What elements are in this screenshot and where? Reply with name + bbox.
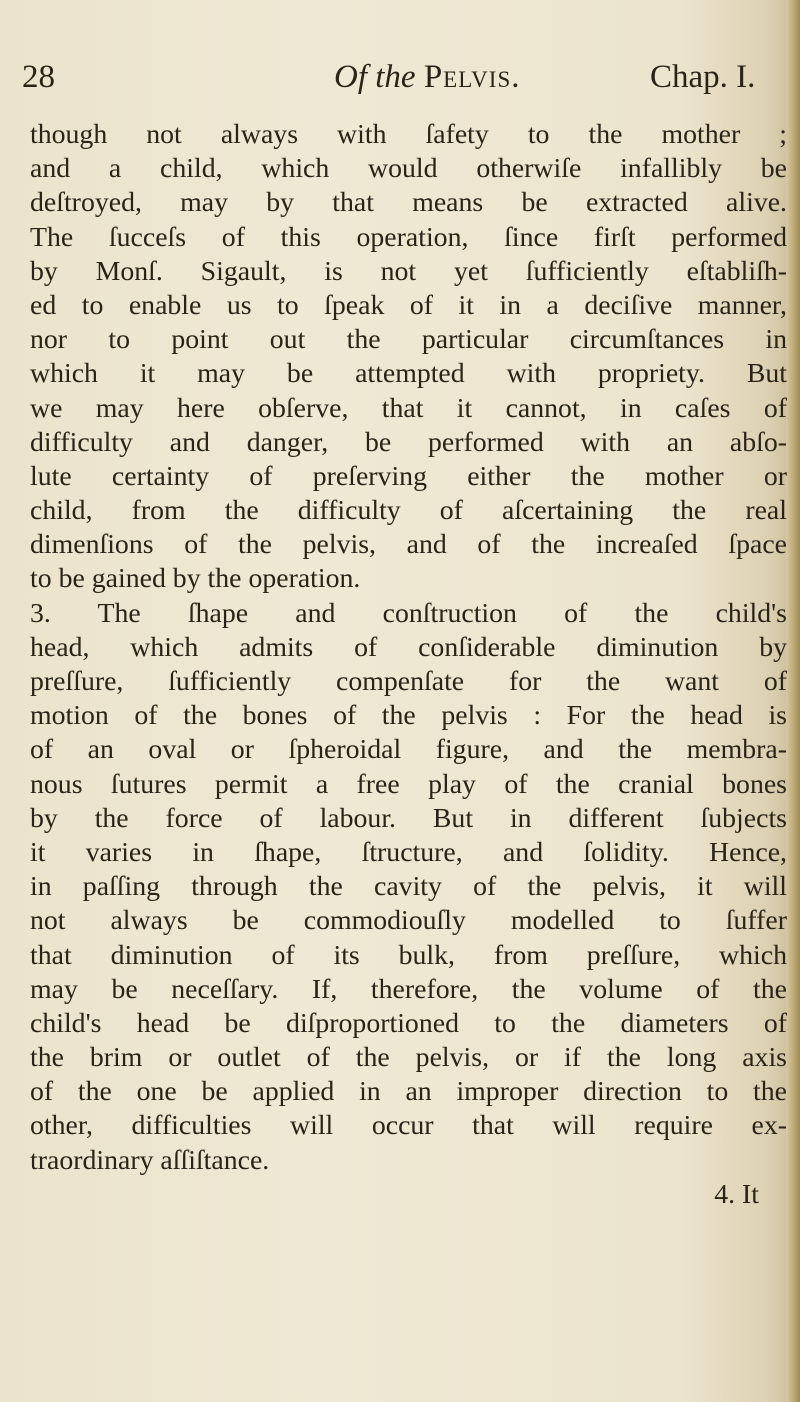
text-line: traordinary aſſiſtance. bbox=[30, 1144, 270, 1176]
text-line: 3. The ſhape and conſtruction of the child's bbox=[30, 597, 787, 629]
text-line: ed to enable us to ſpeak of it in a deciſive manner, bbox=[30, 289, 787, 321]
text-line: by the force of labour. But in different ſubjects bbox=[30, 802, 787, 834]
text-line: by Monſ. Sigault, is not yet ſufficiently eſtabliſh- bbox=[30, 255, 787, 287]
text-line: not always be commodiouſly modelled to ſuffer bbox=[30, 905, 787, 937]
text-line: to be gained by the operation. bbox=[30, 563, 361, 595]
text-line: it varies in ſhape, ſtructure, and ſolidity. Hence, bbox=[30, 836, 787, 868]
text-line: child, from the difficulty of aſcertaining the real bbox=[30, 495, 787, 527]
page-number: 28 bbox=[22, 59, 55, 95]
body-text bbox=[30, 118, 787, 1212]
running-title bbox=[334, 55, 520, 99]
text-line: nous ſutures permit a free play of the cranial bones bbox=[30, 768, 787, 800]
running-title-prefix: Of the bbox=[334, 59, 416, 95]
text-line: we may here obſerve, that it cannot, in caſes of bbox=[30, 392, 787, 424]
text-line: difficulty and danger, be performed with an abſo- bbox=[30, 426, 787, 458]
running-header bbox=[22, 55, 790, 99]
text-line: motion of the bones of the pelvis : For the head is bbox=[30, 700, 787, 732]
text-line: though not always with ſafety to the mother ; bbox=[30, 119, 787, 150]
text-line: preſſure, ſufficiently compenſate for the want of bbox=[30, 666, 787, 697]
text-line: that diminution of its bulk, from preſſure, which bbox=[30, 939, 787, 971]
text-line: may be neceſſary. If, therefore, the volume of the bbox=[30, 973, 787, 1005]
text-line: head, which admits of conſiderable diminution by bbox=[30, 631, 787, 663]
running-title-word: Pelvis. bbox=[423, 59, 521, 95]
page-edge bbox=[786, 0, 800, 1402]
text-line: other, difficulties will occur that will require ex- bbox=[30, 1110, 787, 1142]
chapter-label: Chap. I. bbox=[650, 59, 756, 95]
text-line: which it may be attempted with propriety. But bbox=[30, 358, 787, 390]
text-line: of an oval or ſpheroidal figure, and the membra- bbox=[30, 734, 787, 766]
text-line: the brim or outlet of the pelvis, or if the long axis bbox=[30, 1042, 787, 1074]
text-line: of the one be applied in an improper direction to the bbox=[30, 1076, 787, 1108]
text-line: nor to point out the particular circumſtances in bbox=[30, 324, 787, 356]
text-line: and a child, which would otherwiſe infallibly be bbox=[30, 153, 787, 185]
text-line: The ſucceſs of this operation, ſince firſt performed bbox=[30, 221, 787, 253]
text-line: lute certainty of preſerving either the mother or bbox=[30, 460, 787, 492]
text-line: child's head be diſproportioned to the diameters of bbox=[30, 1007, 787, 1039]
catchword: 4. It bbox=[714, 1178, 759, 1210]
text-line: deſtroyed, may by that means be extracted alive. bbox=[30, 187, 787, 219]
text-line: in paſſing through the cavity of the pelvis, it will bbox=[30, 871, 787, 903]
text-line: dimenſions of the pelvis, and of the increaſed ſpace bbox=[30, 529, 787, 561]
